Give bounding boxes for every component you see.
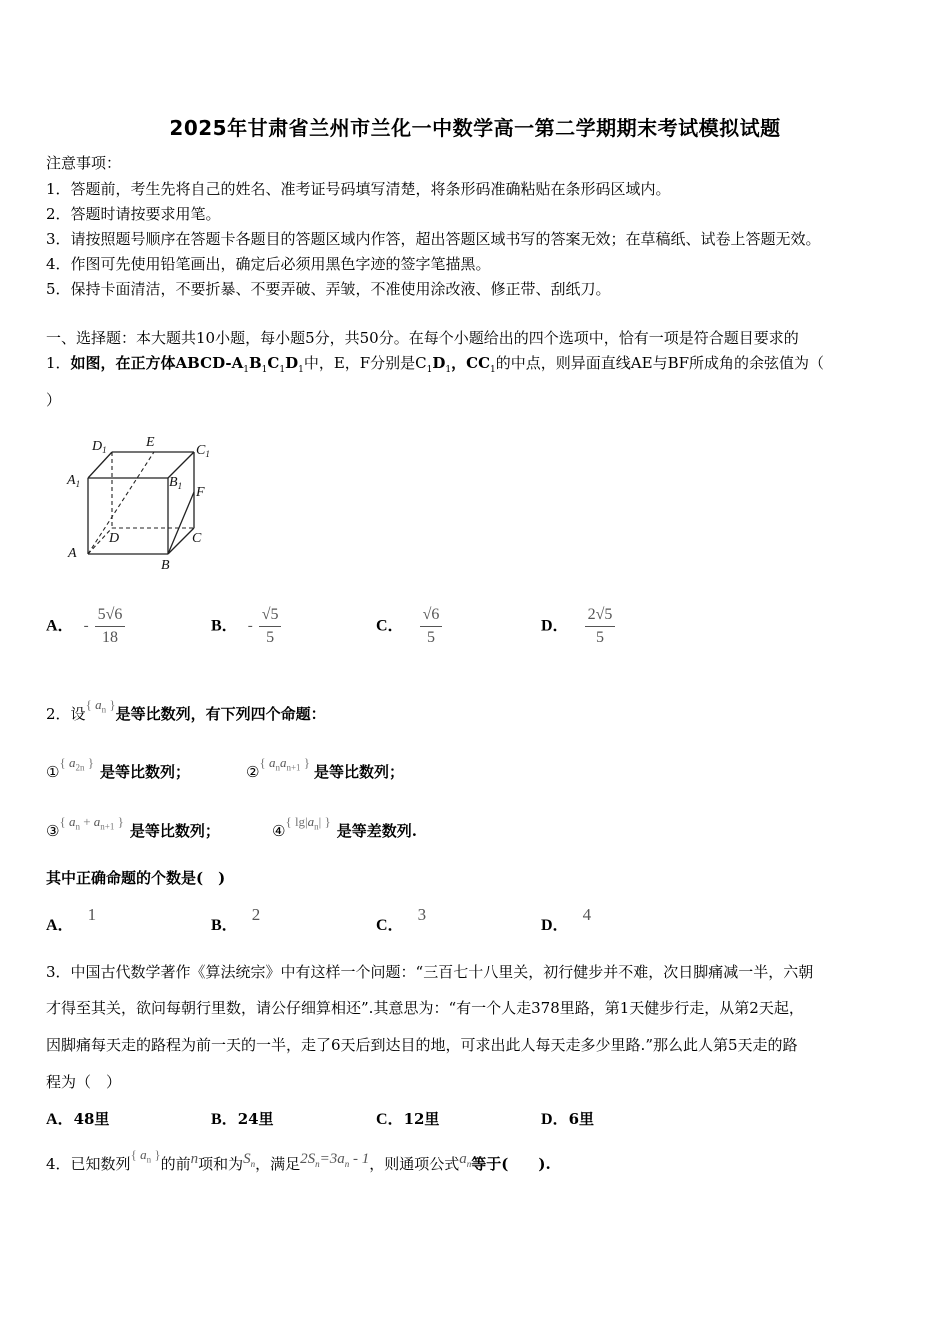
edge-a1d1 — [88, 452, 112, 478]
seq-lg-an: { $\lg|a_n|$ } — [285, 814, 331, 832]
q3-option-a[interactable]: A．48里 — [46, 1110, 110, 1128]
q1-close: ） — [46, 391, 62, 409]
q2-prop2: ②{ $a_na_{n+1}$ }是等比数列； — [246, 755, 405, 781]
section-header: 一、选择题：本大题共10小题，每小题5分，共50分。在每个小题给出的四个选项中，恰有一项是符合题目要求的 — [46, 329, 799, 347]
seq-an-q4: { $a_n$ } — [130, 1147, 161, 1165]
notice-item-1: 1．答题前，考生先将自己的姓名、准考证号码填写清楚，将条形码准确粘贴在条形码区域内。 — [46, 180, 671, 198]
label-b1: $B_1$ — [169, 475, 183, 491]
edge-bc — [168, 528, 194, 554]
q3-option-d[interactable]: D．6里 — [541, 1110, 594, 1128]
label-a: A — [68, 546, 77, 561]
cube-figure — [62, 430, 222, 575]
q1-stem: 1．如图，在正方体ABCD-$A_1B_1C_1D_1$中，E，F分别是$C_1D_1$，$CC_1$的中点，则异面直线AE与BF所成角的余弦值为（ — [46, 354, 824, 375]
q3-line-2: 才得至其关，欲问每朝行里数，请公仔细算相还”.其意思为：“有一个人走378里路，第1天健步行走，从第2天起， — [46, 999, 804, 1017]
seq-an: { $a_n$ } — [85, 697, 116, 715]
q1-option-c[interactable]: C． $\frac{√6}{5}$ — [376, 606, 442, 647]
q2-prop4: ④{ $\lg|a_n|$ }是等差数列. — [272, 814, 417, 840]
seq-an-plus-an1: { $a_n + a_{n+1}$ } — [59, 814, 124, 832]
q2-option-c[interactable]: C．3 — [376, 905, 427, 934]
label-d: D — [109, 531, 120, 546]
notice-item-3: 3．请按照题号顺序在答题卡各题目的答题区域内作答，超出答题区域书写的答案无效；在草稿纸、试卷上答题无效。 — [46, 230, 821, 248]
q2-stem: 2．设{ $a_n$ }是等比数列，有下列四个命题： — [46, 697, 326, 723]
q3-option-c[interactable]: C．12里 — [376, 1110, 440, 1128]
notice-item-4: 4．作图可先使用铅笔画出，确定后必须用黑色字迹的签字笔描黑。 — [46, 255, 491, 273]
q1-option-b[interactable]: B． - $\frac{√5}{5}$ — [211, 606, 281, 647]
q3-option-b[interactable]: B．24里 — [211, 1110, 274, 1128]
q3-line-4: 程为（ ） — [46, 1073, 122, 1091]
notice-item-5: 5．保持卡面清洁，不要折暴、不要弄破、弄皱，不准使用涂改液、修正带、刮纸刀。 — [46, 280, 611, 298]
q1-option-a[interactable]: A． - $\frac{5√6}{18}$ — [46, 606, 125, 647]
segment-bf — [168, 492, 194, 554]
label-e: E — [146, 435, 155, 450]
notice-heading: 注意事项： — [46, 154, 122, 172]
q2-prop1: ①{ $a_{2n}$ }是等比数列； — [46, 755, 190, 781]
q2-option-d[interactable]: D．4 — [541, 905, 592, 934]
label-f: F — [196, 485, 205, 500]
q1-option-d[interactable]: D． $\frac{2√5}{5}$ — [541, 606, 615, 647]
q1-text-b: 中，E，F分别是C — [303, 354, 427, 372]
label-c: C — [192, 531, 202, 546]
q4-stem: 4．已知数列{ $a_n$ }的前n项和为$S_n$，满足$2S_n=3a_n - 1$，则通项公式$a_n$等于( ). — [46, 1147, 551, 1173]
q3-line-3: 因脚痛每天走的路程为前一天的一半，走了6天后到达目的地，可求出此人每天走多少里路.”那么此人第5天走的路 — [46, 1036, 798, 1054]
q1-text-a: 如图，在正方体ABCD-A — [70, 354, 244, 372]
q3-line-1: 3．中国古代数学著作《算法统宗》中有这样一个问题：“三百七十八里关，初行健步并不难，次日脚痛减一半，六朝 — [46, 963, 814, 981]
q1-text-c: 的中点，则异面直线AE与BF所成角的余弦值为（ — [495, 354, 824, 372]
q2-option-b[interactable]: B．2 — [211, 905, 261, 934]
label-c1: $C_1$ — [196, 443, 210, 459]
label-a1: $A_1$ — [67, 473, 81, 489]
q2-option-a[interactable]: A．1 — [46, 905, 97, 934]
page-title: 2025年甘肃省兰州市兰化一中数学高一第二学期期末考试模拟试题 — [169, 116, 781, 140]
seq-anan1: { $a_na_{n+1}$ } — [259, 755, 311, 773]
label-d1: $D_1$ — [92, 439, 107, 455]
q2-prop3: ③{ $a_n + a_{n+1}$ }是等比数列； — [46, 814, 220, 840]
seq-a2n: { $a_{2n}$ } — [59, 755, 94, 773]
label-b: B — [161, 558, 170, 573]
q2-question: 其中正确命题的个数是( ) — [46, 869, 226, 887]
notice-item-2: 2．答题时请按要求用笔。 — [46, 205, 221, 223]
q1-number: 1． — [46, 354, 71, 372]
